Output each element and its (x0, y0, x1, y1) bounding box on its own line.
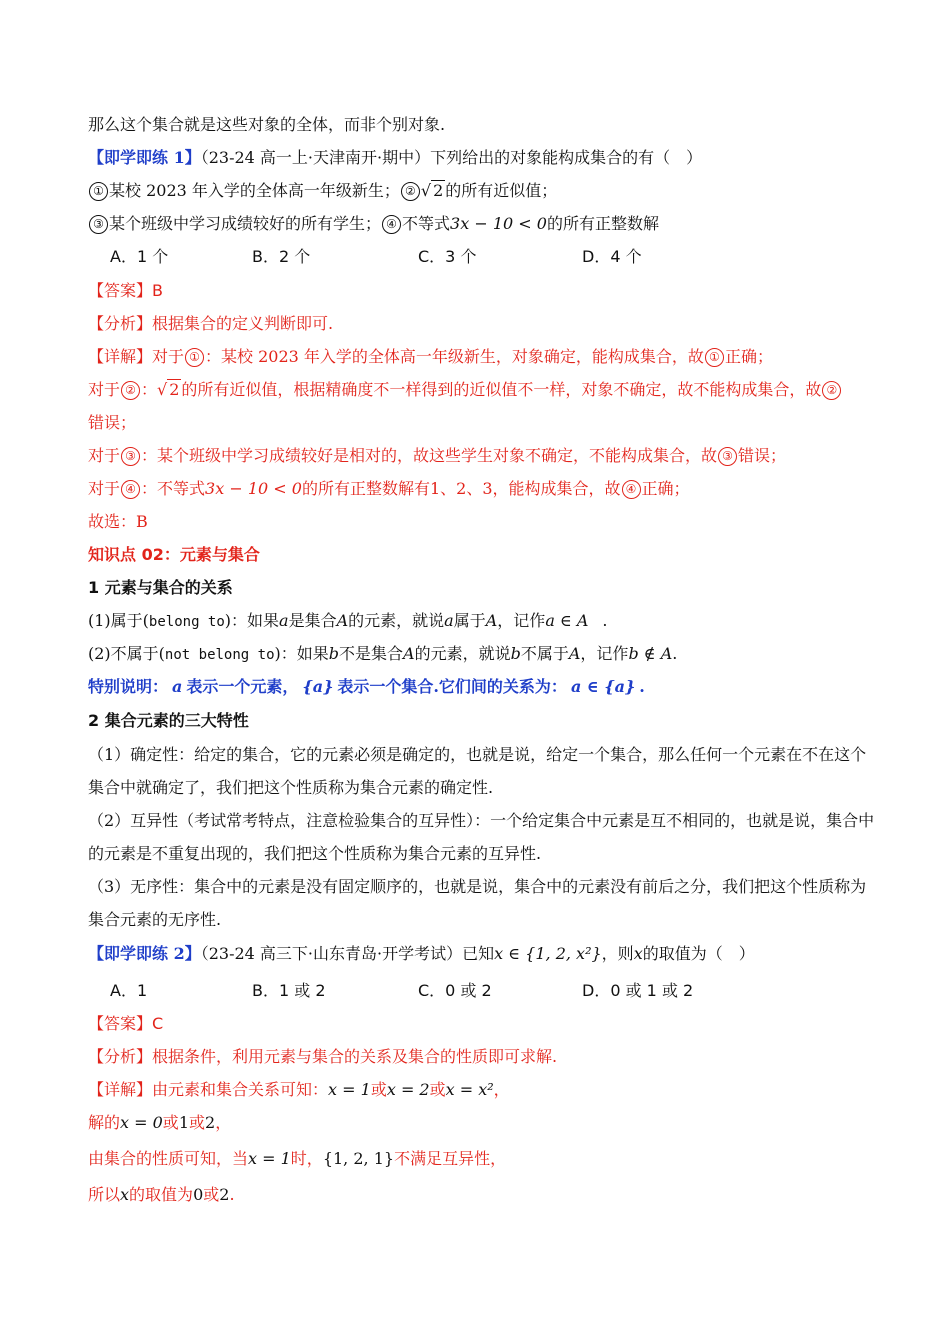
intro-tail: 那么这个集合就是这些对象的全体，而非个别对象. (88, 115, 446, 134)
not-belong-definition (88, 643, 677, 666)
def-text: (2)不属于( (88, 644, 165, 663)
def-text: )：如果 (224, 611, 280, 630)
math-expr: {a} (302, 677, 334, 696)
def-text: 不属于 (520, 644, 569, 663)
math-expr: a ∈ A (545, 611, 589, 630)
math-expr: x = x² (445, 1080, 494, 1099)
detail-text: . (229, 1185, 235, 1204)
knowledge-point-title: 知识点 02：元素与集合 (88, 545, 260, 564)
example-2-detail-line-3 (88, 1148, 506, 1170)
example-1-question (88, 147, 702, 169)
inequality: 3x − 10 < 0 (205, 479, 302, 498)
example-2-detail-line-4 (88, 1184, 235, 1206)
sqrt-sign: √ (157, 380, 168, 399)
detail-text: 时， (290, 1149, 323, 1168)
sqrt-sign: √ (420, 181, 432, 200)
property-unordered: （3）无序性：集合中的元素是没有固定顺序的，也就是说，集合中的元素没有前后之分，我们把这个性质称为集合元素的无序性. (88, 877, 867, 929)
example-2-source: （23-24 高三下·山东青岛·开学考试） (200, 944, 463, 963)
property-distinctness: （2）互异性（考试常考特点，注意检验集合的互异性）：一个给定集合中元素是互不相同的，也就是说，集合中的元素是不重复出现的，我们把这个性质称为集合元素的互异性. (88, 811, 875, 863)
item-number: ③ (718, 447, 737, 466)
property-determinacy: （1）确定性：给定的集合，它的元素必须是确定的，也就是说，给定一个集合，那么任何一个元素在不在这个集合中就确定了，我们把这个性质称为集合元素的确定性. (88, 745, 867, 797)
math-var: A (485, 611, 498, 630)
math-expr: x = 0 (120, 1113, 163, 1132)
example-2-tag: 【即学即练 2】 (88, 944, 201, 963)
note-text: 表示一个集合.它们间的关系为： (337, 677, 567, 696)
example-1-tag: 【即学即练 1】 (88, 148, 201, 167)
math-var: A (336, 611, 349, 630)
detail-text: 不满足互异性， (394, 1149, 507, 1168)
analysis-tag: 【分析】 (88, 314, 153, 333)
sqrt-expression (157, 379, 181, 401)
answer-tag: 【答案】 (88, 1014, 153, 1033)
inequality: 3x − 10 < 0 (450, 214, 547, 233)
note-text: 表示一个元素， (186, 677, 299, 696)
def-text: 的元素，就说 (414, 644, 511, 663)
detail-text: 的所有正整数解有 (301, 479, 430, 498)
note-label: 特别说明： (88, 677, 169, 696)
def-text: . (602, 611, 608, 630)
item-number: ④ (622, 480, 641, 499)
answer-tag: 【答案】 (88, 281, 153, 300)
example-2-analysis (88, 1046, 557, 1068)
option-d: D．4 个 (582, 247, 642, 266)
detail-text: 解的 (88, 1113, 121, 1132)
math-expr: a ∈ {a} (570, 677, 636, 696)
item-text: 的所有正整数解 (546, 214, 659, 233)
detail-text: 由集合的性质可知，当 (88, 1149, 249, 1168)
example-2-detail-line-1 (88, 1079, 510, 1101)
math-var: x (120, 1185, 130, 1204)
detail-text: 正确； (641, 479, 690, 498)
detail-text: ， (215, 1113, 232, 1132)
math-var: b (328, 644, 339, 663)
math-var: A (568, 644, 581, 663)
detail-text: 对于 (152, 347, 185, 366)
math-expr: x = 1 (328, 1080, 371, 1099)
analysis-tag: 【分析】 (88, 1047, 153, 1066)
solution-values: 1、2、3 (429, 479, 493, 498)
detail-text: ：不等式 (141, 479, 206, 498)
detail-text: 对于 (88, 479, 121, 498)
detail-text: 对于 (88, 446, 121, 465)
section-1-title: 1 元素与集合的关系 (88, 578, 233, 597)
math-var: A (403, 644, 415, 663)
def-text: ，记作 (497, 611, 546, 630)
option-a: A．1 个 (110, 247, 169, 266)
item-number: ① (185, 348, 204, 367)
item-number: ② (822, 381, 841, 400)
detail-tag: 【详解】 (88, 347, 153, 366)
detail-text: 或 (429, 1080, 446, 1099)
math-var: x (633, 944, 643, 963)
detail-text: 正确； (724, 347, 773, 366)
math-var: a (279, 611, 289, 630)
math-value: 0 (193, 1185, 204, 1204)
detail-text: 错误； (738, 446, 787, 465)
belong-definition (88, 610, 608, 633)
option-b: B．2 个 (252, 247, 311, 266)
option-c: C．0 或 2 (418, 981, 492, 1000)
radicand: 2 (433, 181, 444, 200)
math-expr: x ∈ {1, 2, x²} (494, 944, 602, 963)
question-text: 已知 (462, 944, 495, 963)
item-text: 某校 2023 年入学的全体高一年级新生； (109, 181, 400, 200)
item-text: 某个班级中学习成绩较好的所有学生； (109, 214, 382, 233)
example-1-detail-line-4 (88, 478, 690, 500)
item-number: ① (89, 182, 108, 201)
example-2-detail-line-2 (88, 1112, 231, 1134)
math-expr: x = 2 (386, 1080, 430, 1099)
detail-text: 所以 (88, 1185, 121, 1204)
question-text: ，则 (601, 944, 634, 963)
detail-text: 对于 (88, 380, 121, 399)
math-value: 2 (205, 1113, 216, 1132)
detail-text: ， (493, 1080, 510, 1099)
def-text: )：如果 (274, 644, 329, 663)
math-var: a (172, 677, 183, 696)
example-1-items-line-1 (88, 180, 557, 202)
item-number: ④ (382, 215, 401, 234)
question-text: 的取值为（ ） (642, 944, 755, 963)
item-number: ③ (121, 447, 140, 466)
option-a: A．1 (110, 981, 148, 1000)
example-1-answer (88, 280, 163, 302)
def-text: ，记作 (580, 644, 629, 663)
def-text: 的元素，就说 (348, 611, 445, 630)
def-text: 不是集合 (339, 644, 404, 663)
def-text: 是集合 (288, 611, 337, 630)
detail-tag: 【详解】 (88, 1080, 153, 1099)
detail-text: 或 (370, 1080, 387, 1099)
math-expr: b ∉ A (628, 644, 673, 663)
def-text: . (672, 644, 678, 663)
example-1-question-text: 下列给出的对象能构成集合的有（ ） (430, 148, 703, 167)
detail-text: 的取值为 (129, 1185, 194, 1204)
example-1-detail-line-3 (88, 445, 786, 467)
detail-text: 由元素和集合关系可知： (152, 1080, 329, 1099)
detail-text: 或 (203, 1185, 220, 1204)
def-text: 属于 (453, 611, 486, 630)
item-number: ② (401, 182, 420, 201)
def-english: not belong to (164, 647, 275, 663)
example-1-analysis (88, 313, 333, 335)
radicand: 2 (169, 380, 180, 399)
math-expr: x = 1 (248, 1149, 291, 1168)
answer-value: C (152, 1014, 164, 1033)
detail-text: ：某校 2023 年入学的全体高一年级新生，对象确定，能构成集合，故 (205, 347, 704, 366)
special-note (88, 676, 645, 698)
item-number: ① (705, 348, 724, 367)
detail-text: 或 (162, 1113, 179, 1132)
item-number: ② (121, 381, 140, 400)
example-2-answer (88, 1013, 163, 1035)
example-1-items-line-2 (88, 213, 659, 235)
example-1-detail-line-2b: 错误； (88, 413, 137, 432)
math-var: b (510, 644, 521, 663)
math-var: a (444, 611, 454, 630)
detail-text: ：某个班级中学习成绩较好是相对的，故这些学生对象不确定，不能构成集合，故 (141, 446, 718, 465)
def-text: (1)属于( (88, 611, 149, 630)
detail-text: 的所有近似值，根据精确度不一样得到的近似值不一样，对象不确定，故不能构成集合，故 (181, 380, 822, 399)
item-number: ④ (121, 480, 140, 499)
option-b: B．1 或 2 (252, 981, 326, 1000)
answer-value: B (152, 281, 163, 300)
example-2-question (88, 943, 755, 965)
example-1-detail-line-1 (88, 346, 773, 368)
item-text: 的所有近似值； (445, 181, 558, 200)
math-value: 2 (219, 1185, 230, 1204)
example-1-source: （23-24 高一上·天津南开·期中） (200, 148, 431, 167)
example-1-detail-line-2 (88, 379, 842, 401)
def-english: belong to (148, 614, 225, 630)
math-value: 1 (178, 1113, 189, 1132)
detail-text: 或 (189, 1113, 206, 1132)
detail-text: ，能构成集合，故 (492, 479, 621, 498)
analysis-text: 根据集合的定义判断即可. (152, 314, 334, 333)
detail-text: ： (141, 380, 158, 399)
item-text: 不等式 (402, 214, 451, 233)
math-expr: {1, 2, 1} (322, 1149, 395, 1168)
option-c: C．3 个 (418, 247, 477, 266)
item-number: ③ (89, 215, 108, 234)
option-d: D．0 或 1 或 2 (582, 981, 694, 1000)
example-1-conclusion: 故选：B (88, 512, 148, 531)
section-2-title: 2 集合元素的三大特性 (88, 711, 249, 730)
note-text: . (639, 677, 645, 696)
sqrt-expression (421, 180, 445, 202)
analysis-text: 根据条件，利用元素与集合的关系及集合的性质即可求解. (152, 1047, 558, 1066)
